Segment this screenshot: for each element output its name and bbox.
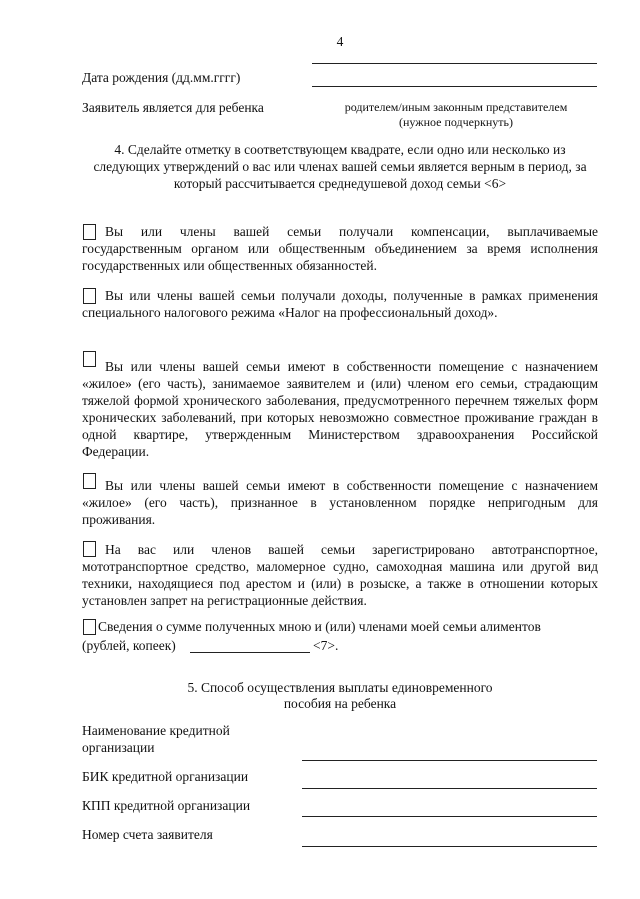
account-number-label: Номер счета заявителя: [82, 827, 213, 842]
bik-field[interactable]: [302, 788, 597, 789]
alimony-ref: <7>.: [313, 638, 339, 653]
kpp-field[interactable]: [302, 816, 597, 817]
bank-name-field[interactable]: [302, 760, 597, 761]
section4-heading: 4. Сделайте отметку в соответствующем квадрате, если одно или несколько из следующих утверждений о вас или членах вашей семьи является верным в период, за который рассчитывается среднедушевой доход семьи <6>: [93, 142, 587, 191]
statement-3-text: Вы или члены вашей семьи имеют в собственности помещение с назначением «жилое» (его часть), занимаемое заявителем и (или) членом его семьи, страдающим тяжелой формой хронического заболевания, предусмотренного перечнем тяжелых форм хронических заболеваний, при которых невозможно совместное проживание граждан в одной квартире, утвержденным Министерством здравоохранения Российской Федерации.: [82, 359, 598, 459]
applicant-role-hint: (нужное подчеркнуть): [399, 115, 513, 129]
statement-1-text: Вы или члены вашей семьи получали компенсации, выплачиваемые государственным органом или общественным объединением за время исполнения государственных или общественных обязанностей.: [82, 224, 598, 273]
alimony-text: Сведения о сумме полученных мною и (или) членами моей семьи алиментов: [98, 619, 541, 634]
page-number: 4: [336, 34, 344, 49]
birth-date-top-line: [312, 63, 597, 64]
statement-5-text: На вас или членов вашей семьи зарегистрировано автотранспортное, мототранспортное средство, маломерное судно, самоходная машина или другой вид техники, находящиеся под арестом и (или) в розыске, а также в отношении которых установлен запрет на регистрационные действия.: [82, 542, 598, 608]
applicant-label: Заявитель является для ребенка: [82, 100, 264, 115]
section5-heading-line1: 5. Способ осуществления выплаты единовременного: [187, 680, 493, 695]
statement-4-text: Вы или члены вашей семьи имеют в собственности помещение с назначением «жилое» (его часть), признанное в установленном порядке непригодным для проживания.: [82, 478, 598, 527]
section5-heading-line2: пособия на ребенка: [283, 696, 397, 711]
statement-2-text: Вы или члены вашей семьи получали доходы, полученные в рамках применения специального налогового режима «Налог на профессиональный доход».: [82, 288, 598, 320]
alimony-unit: (рублей, копеек): [82, 638, 176, 653]
applicant-role-text[interactable]: родителем/иным законным представителем: [344, 100, 568, 114]
birth-date-label: Дата рождения (дд.мм.гггг): [82, 70, 241, 85]
birth-date-field[interactable]: [312, 86, 597, 87]
bik-label: БИК кредитной организации: [82, 769, 249, 784]
alimony-amount-field[interactable]: [190, 652, 310, 653]
kpp-label: КПП кредитной организации: [82, 798, 251, 813]
bank-name-label: Наименование кредитной организации: [82, 723, 230, 755]
account-number-field[interactable]: [302, 846, 597, 847]
